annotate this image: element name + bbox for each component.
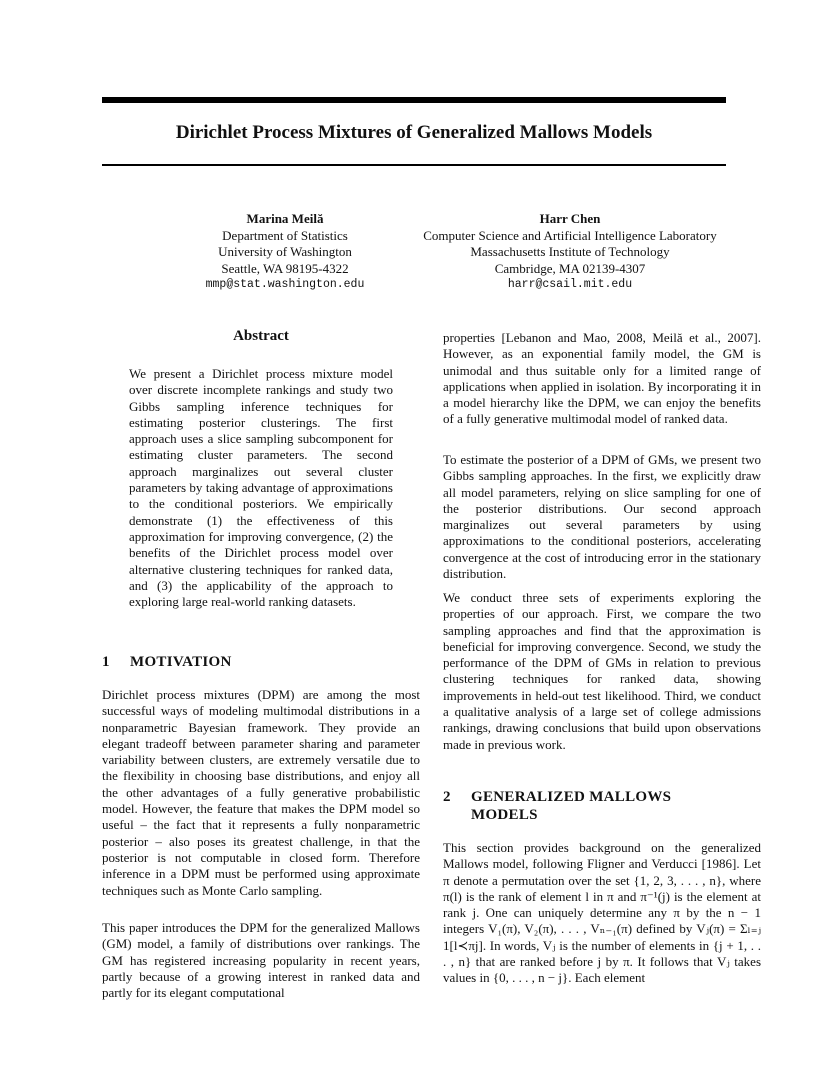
author-name: Harr Chen bbox=[539, 211, 601, 226]
paragraph: properties [Lebanon and Mao, 2008, Meilă et al., 2007]. However, as an exponential family model, the GM is unimodal and thus suitable only for a limited range of applications when applied in isolation. By incorporating it in a model hierarchy like the DPM, we can enjoy the benefits of a fully generative multimodal model of ranked data. bbox=[443, 330, 761, 427]
section-number: 1 bbox=[102, 654, 110, 670]
section-heading-motivation bbox=[102, 653, 390, 671]
paragraph: Dirichlet process mixtures (DPM) are among the most successful ways of modeling multimodal distributions in a nonparametric Bayesian framework. They provide an elegant tradeoff between parameter sharing and parameter variability between clusters, are extremely versatile due to the flexibility in choosing base distributions, and enjoy all the other advantages of a fully generative probabilistic model. However, the feature that makes the DPM model so useful – the fact that it represents a fully nonparametric posterior – also poses its greatest challenge, in that the posterior is not computable in closed form. Therefore inference in a DPM must be performed using approximate techniques such as Monte Carlo sampling. bbox=[102, 687, 420, 898]
author-email: mmp@stat.washington.edu bbox=[205, 278, 365, 291]
section-title: GENERALIZED MALLOWS MODELS bbox=[471, 789, 672, 823]
section-heading-generalized-mallows bbox=[443, 788, 731, 824]
abstract-text: We present a Dirichlet process mixture model over discrete incomplete rankings and study two Gibbs sampling inference techniques for estimating posterior clusterings. The first approach uses a slice sampling subcomponent for estimating cluster parameters. The second approach marginalizes out several cluster parameters by taking advantage of approximations to the conditional posteriors. We empirically demonstrate (1) the effectiveness of this approximation for improving convergence, (2) the benefits of the Dirichlet process model over alternative clustering techniques for ranked data, and (3) the applicability of the approach to exploring large real-world ranking datasets. bbox=[129, 366, 393, 610]
paper-title: Dirichlet Process Mixtures of Generalized Mallows Models bbox=[175, 122, 653, 143]
author-affiliation: University of Washington bbox=[218, 244, 352, 259]
author-address: Seattle, WA 98195-4322 bbox=[221, 260, 349, 276]
author-address: Cambridge, MA 02139-4307 bbox=[494, 260, 646, 276]
author-affiliation: Department of Statistics bbox=[222, 227, 348, 243]
author-email: harr@csail.mit.edu bbox=[507, 278, 633, 291]
paragraph: This section provides background on the generalized Mallows model, following Fligner and Verducci [1986]. Let π denote a permutation over the set {1, 2, 3, . . . , n}, where π(l) is the rank of element l in π and π⁻¹(j) is the element at rank j. One can uniquely determine any π by the n − 1 integers V₁(π), V₂(π), . . . , Vₙ₋₁(π) defined by Vⱼ(π) = Σₗ₌ⱼ 1[l≺πj]. In words, Vⱼ is the number of elements in {j + 1, . . . , n} that are ranked before j by π. It follows that Vⱼ takes values in {0, . . . , n − j}. Each element bbox=[443, 840, 761, 986]
title-bottom-rule bbox=[102, 164, 726, 166]
section-title: MOTIVATION bbox=[130, 654, 232, 670]
paragraph: We conduct three sets of experiments exploring the properties of our approach. First, we compare the two sampling approaches and find that the approximation is beneficial for improving convergence. Second, we study the performance of the DPM of GMs in relation to previous clustering techniques for ranked data, showing improvements in held-out test likelihood. Third, we conduct a qualitative analysis of a large set of college admissions rankings, drawing conclusions that build upon observations made in previous work. bbox=[443, 590, 761, 752]
top-rule bbox=[102, 97, 726, 103]
author-affiliation: Massachusetts Institute of Technology bbox=[470, 244, 670, 259]
section-number: 2 bbox=[443, 789, 451, 805]
author-block-meila bbox=[190, 211, 380, 294]
author-affiliation: Computer Science and Artificial Intelligence Laboratory bbox=[423, 227, 717, 243]
abstract-heading: Abstract bbox=[233, 328, 289, 344]
paragraph: This paper introduces the DPM for the generalized Mallows (GM) model, a family of distributions over rankings. The GM has registered increasing popularity in recent years, partly because of a growing interest in ranked data and partly for its elegant computational bbox=[102, 920, 420, 1001]
author-block-chen bbox=[400, 211, 740, 294]
author-name: Marina Meilă bbox=[246, 211, 324, 226]
paragraph: To estimate the posterior of a DPM of GMs, we present two Gibbs sampling approaches. In the first, we explicitly draw all model parameters, relying on slice sampling for one of the posterior distributions. Our second approach marginalizes out several parameters by using approximations to the conditional posteriors, accelerating convergence at the cost of introducing error in the stationary distribution. bbox=[443, 452, 761, 582]
